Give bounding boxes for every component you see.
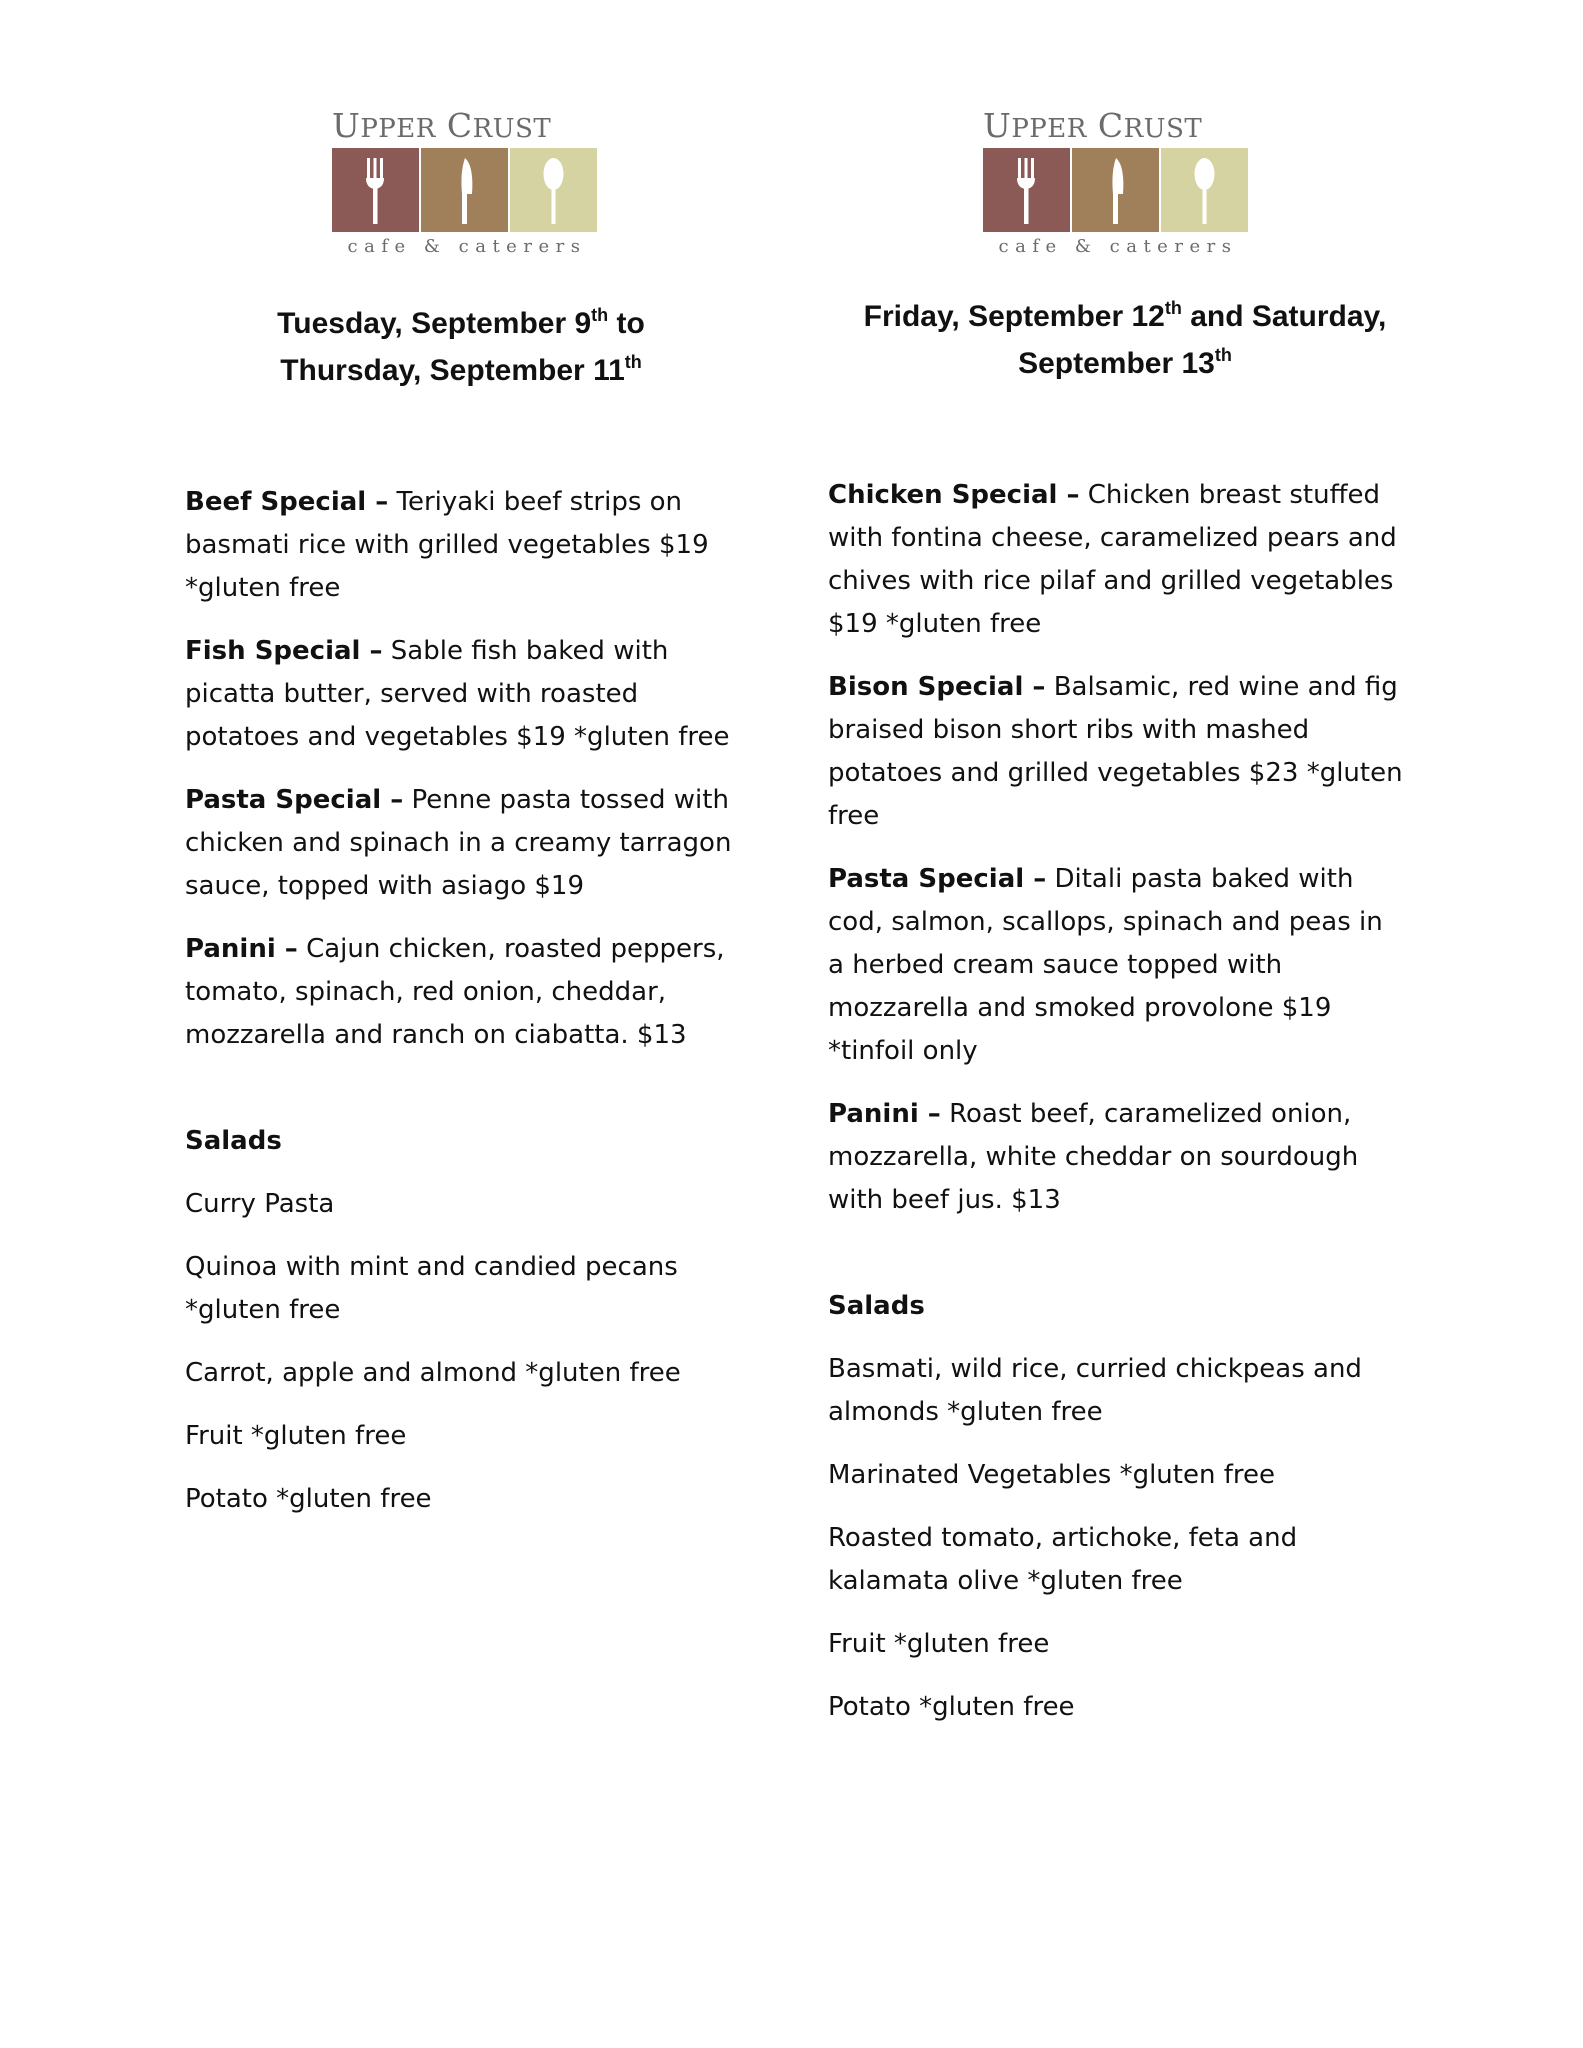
logo-subtitle: cafe & caterers [347,236,587,257]
salad-item: Quinoa with mint and candied pecans *gluten free [185,1252,678,1325]
salad-item: Roasted tomato, artichoke, feta and kalamata olive *gluten free [828,1523,1298,1596]
special-item: Panini – Roast beef, caramelized onion, mozzarella, white cheddar on sourdough with beef jus. $13 [828,1099,1359,1215]
salad-item: Basmati, wild rice, curried chickpeas and almonds *gluten free [828,1354,1362,1427]
special-item: Fish Special – Sable fish baked with picatta butter, served with roasted potatoes and vegetables $19 *gluten free [185,636,730,752]
knife-icon [1072,148,1159,232]
date-heading [161,300,761,394]
salads-title: Salads [185,1126,282,1156]
special-item: Bison Special – Balsamic, red wine and fig braised bison short ribs with mashed potatoes and grilled vegetables $23 *gluten free [828,672,1403,831]
special-item: Pasta Special – Penne pasta tossed with chicken and spinach in a creamy tarragon sauce, topped with asiago $19 [185,785,732,901]
special-item: Chicken Special – Chicken breast stuffed with fontina cheese, caramelized pears and chives with rice pilaf and grilled vegetables $19 *gluten free [828,480,1397,639]
heading-line-2: Thursday, September 11th [280,352,642,387]
salad-item: Fruit *gluten free [185,1421,407,1451]
fork-icon [983,148,1070,232]
upper-crust-logo [332,108,602,258]
heading-line-1: Friday, September 12th and Saturday, [863,298,1387,333]
salad-item: Carrot, apple and almond *gluten free [185,1358,681,1388]
date-heading [825,293,1425,387]
heading-line-1: Tuesday, September 9th to [277,305,645,340]
salad-item: Fruit *gluten free [828,1629,1050,1659]
salad-item: Marinated Vegetables *gluten free [828,1460,1275,1490]
special-item: Pasta Special – Ditali pasta baked with cod, salmon, scallops, spinach and peas in a herbed cream sauce topped with mozzarella and smoked provolone $19 *tinfoil only [828,864,1383,1066]
salads-title: Salads [828,1291,925,1321]
upper-crust-logo [983,108,1253,258]
logo-tiles [983,148,1253,232]
salad-item: Potato *gluten free [185,1484,432,1514]
menu-content [828,474,1403,1749]
fork-icon [332,148,419,232]
logo-title: UPPER CRUST [332,106,552,145]
menu-content [185,481,745,1541]
special-item: Beef Special – Teriyaki beef strips on basmati rice with grilled vegetables $19 *gluten free [185,487,709,603]
heading-line-2: September 13th [1018,345,1232,380]
spoon-icon [510,148,597,232]
salad-item: Potato *gluten free [828,1692,1075,1722]
logo-title: UPPER CRUST [983,106,1203,145]
salad-item: Curry Pasta [185,1189,335,1219]
knife-icon [421,148,508,232]
logo-tiles [332,148,602,232]
special-item: Panini – Cajun chicken, roasted peppers, tomato, spinach, red onion, cheddar, mozzarella and ranch on ciabatta. $13 [185,934,725,1050]
spoon-icon [1161,148,1248,232]
logo-subtitle: cafe & caterers [998,236,1238,257]
